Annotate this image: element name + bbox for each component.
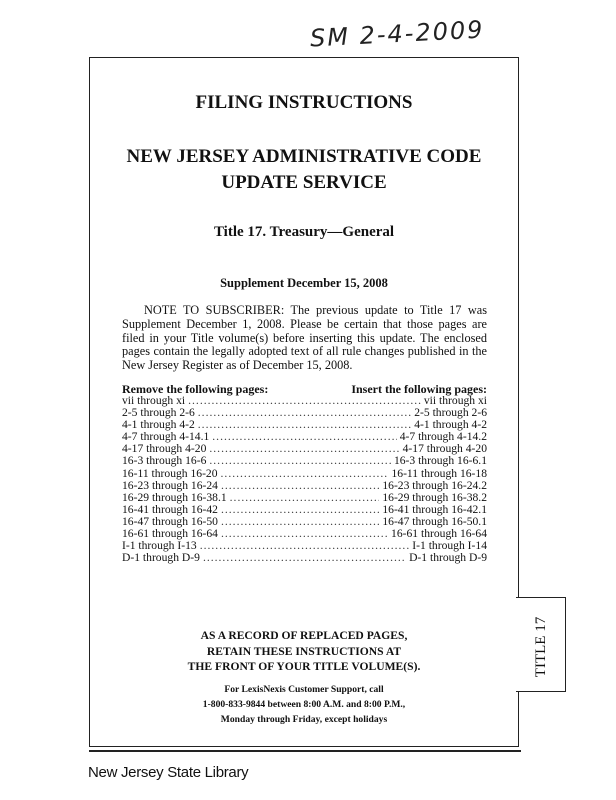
remove-pages: 16-3 through 16-6 (122, 454, 207, 468)
code-title-line1: NEW JERSEY ADMINISTRATIVE CODE (126, 146, 482, 167)
insert-pages: 16-23 through 16-24.2 (382, 478, 487, 492)
dot-leader (221, 468, 389, 480)
insert-pages: 4-17 through 4-20 (402, 442, 487, 456)
insert-pages: 16-3 through 16-6.1 (393, 454, 487, 468)
insert-pages: I-1 through I-14 (412, 539, 487, 553)
dot-leader (221, 480, 379, 492)
library-stamp: New Jersey State Library (88, 764, 249, 781)
record-line3: THE FRONT OF YOUR TITLE VOLUME(S). (187, 660, 421, 673)
dot-leader (203, 552, 406, 564)
code-title-line2: UPDATE SERVICE (221, 172, 387, 193)
dot-leader (188, 395, 421, 407)
remove-pages: 4-17 through 4-20 (122, 442, 207, 456)
remove-pages: 16-23 through 16-24 (122, 478, 218, 492)
remove-pages: 16-41 through 16-42 (122, 502, 218, 516)
table-row (122, 468, 487, 480)
title-tab-label: TITLE 17 (532, 616, 549, 678)
code-title (89, 144, 519, 196)
dot-leader (221, 528, 388, 540)
table-row (122, 455, 487, 467)
dot-leader (200, 540, 410, 552)
dot-leader (198, 419, 411, 431)
table-row (122, 480, 487, 492)
remove-pages: 4-1 through 4-2 (122, 418, 195, 432)
insert-pages: D-1 through D-9 (409, 551, 487, 565)
customer-support (89, 683, 519, 727)
bottom-rule (89, 750, 521, 752)
pages-table (122, 395, 487, 564)
insert-pages: 16-11 through 16-18 (391, 466, 487, 480)
supplement-date: Supplement December 15, 2008 (220, 276, 388, 290)
dot-leader (212, 431, 396, 443)
record-instructions (89, 628, 519, 675)
handwritten-date-note: SM 2-4-2009 (309, 15, 486, 53)
record-line2: RETAIN THESE INSTRUCTIONS AT (206, 644, 402, 658)
dot-leader (221, 516, 379, 528)
insert-pages: 4-1 through 4-2 (414, 418, 487, 432)
insert-pages: 16-61 through 16-64 (391, 527, 487, 541)
record-line1: AS A RECORD OF REPLACED PAGES, (200, 629, 408, 642)
insert-pages: 4-7 through 4-14.2 (399, 430, 487, 444)
title-subtitle: Title 17. Treasury—General (213, 224, 395, 240)
remove-pages: 16-29 through 16-38.1 (122, 490, 227, 504)
remove-pages: 16-61 through 16-64 (122, 527, 218, 541)
insert-pages: 16-41 through 16-42.1 (382, 502, 487, 516)
dot-leader (230, 492, 380, 504)
remove-pages: 4-7 through 4-14.1 (122, 430, 210, 444)
remove-header: Remove the following pages: (122, 382, 269, 396)
remove-pages: 2-5 through 2-6 (122, 406, 195, 420)
subscriber-note: NOTE TO SUBSCRIBER: The previous update to Title 17 was Supplement December 1, 2008. Please be certain that those pages are filed in your Title volume(s) before inserting this update. The enclosed pages contain the legally adopted text of all rule changes published in the New Jersey Register as of December 15, 2008. (122, 303, 487, 373)
insert-pages: vii through xi (423, 394, 487, 407)
dot-leader (198, 407, 411, 419)
remove-pages: D-1 through D-9 (122, 551, 200, 565)
insert-header: Insert the following pages: (351, 382, 487, 396)
remove-pages: I-1 through I-13 (122, 539, 197, 553)
page-title: FILING INSTRUCTIONS (195, 92, 413, 113)
insert-pages: 2-5 through 2-6 (414, 406, 487, 420)
remove-pages: 16-11 through 16-20 (122, 466, 218, 480)
remove-pages: 16-47 through 16-50 (122, 514, 218, 528)
insert-pages: 16-29 through 16-38.2 (382, 490, 487, 504)
support-line3: Monday through Friday, except holidays (220, 713, 388, 725)
support-line2: 1-800-833-9844 between 8:00 A.M. and 8:00 P.M., (202, 698, 406, 710)
dot-leader (221, 504, 379, 516)
insert-pages: 16-47 through 16-50.1 (382, 514, 487, 528)
dot-leader (209, 455, 391, 467)
table-row (122, 552, 487, 564)
support-line1: For LexisNexis Customer Support, call (224, 684, 384, 695)
dot-leader (209, 443, 399, 455)
remove-pages: vii through xi (122, 394, 186, 407)
